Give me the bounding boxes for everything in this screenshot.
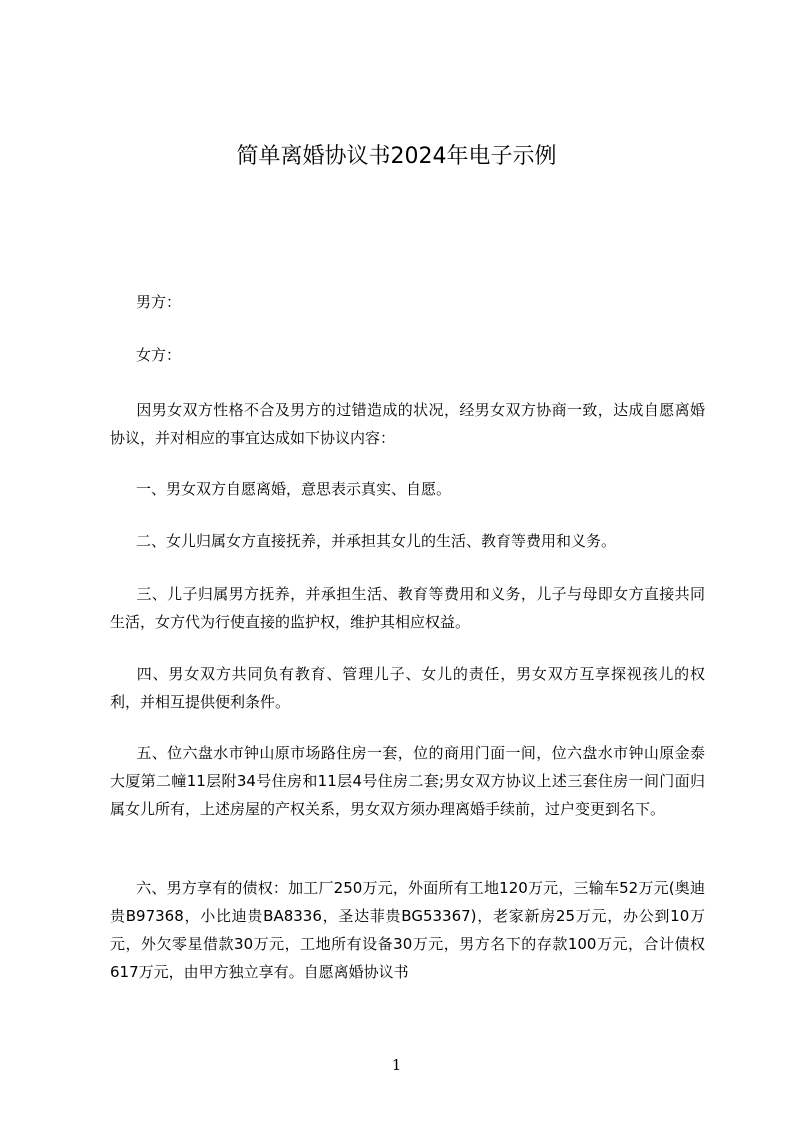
- paragraph-clause-5: [110, 739, 705, 823]
- paragraph-clause-3: [110, 580, 705, 636]
- paragraph-clause-2: [110, 527, 705, 555]
- paragraph-clause-6: [110, 874, 705, 986]
- paragraph-male-party: [110, 288, 705, 316]
- paragraph-text: 六、男方享有的债权：加工厂250万元，外面所有工地120万元，三输车52万元(奥迪贵B97368，小比迪贵BA8336，圣达菲贵BG53367)，老家新房25万元，办公到10万元，外欠零星借款30万元，工地所有设备30万元，男方名下的存款100万元，合计债权617万元，由甲方独立享有。自愿离婚协议书: [110, 879, 705, 981]
- paragraph-text: 三、儿子归属男方抚养，并承担生活、教育等费用和义务，儿子与母即女方直接共同生活，女方代为行使直接的监护权，维护其相应权益。: [110, 585, 705, 631]
- paragraph-text: 一、男女双方自愿离婚，意思表示真实、自愿。: [136, 480, 452, 498]
- paragraph-text: 男方：: [136, 293, 182, 311]
- paragraph-text: 四、男女双方共同负有教育、管理儿子、女儿的责任，男女双方互享探视孩儿的权利，并相互提供便利条件。: [110, 665, 705, 711]
- paragraph-clause-1: [110, 475, 705, 503]
- paragraph-text: 五、位六盘水市钟山原市场路住房一套，位的商用门面一间，位六盘水市钟山原金泰大厦第二幢11层附34号住房和11层4号住房二套;男女双方协议上述三套住房一间门面归属女儿所有，上述房屋的产权关系，男女双方须办理离婚手续前，过户变更到名下。: [110, 744, 705, 818]
- paragraph-text: 因男女双方性格不合及男方的过错造成的状况，经男女双方协商一致，达成自愿离婚协议，并对相应的事宜达成如下协议内容：: [110, 401, 705, 447]
- paragraph-clause-4: [110, 660, 705, 716]
- paragraph-text: 二、女儿归属女方直接抚养，并承担其女儿的生活、教育等费用和义务。: [136, 532, 617, 550]
- paragraph-text: 女方：: [136, 346, 182, 364]
- document-title: 简单离婚协议书2024年电子示例: [236, 144, 557, 169]
- paragraph-female-party: [110, 341, 705, 369]
- page-number: 1: [391, 1056, 402, 1074]
- paragraph-preamble: [110, 396, 705, 452]
